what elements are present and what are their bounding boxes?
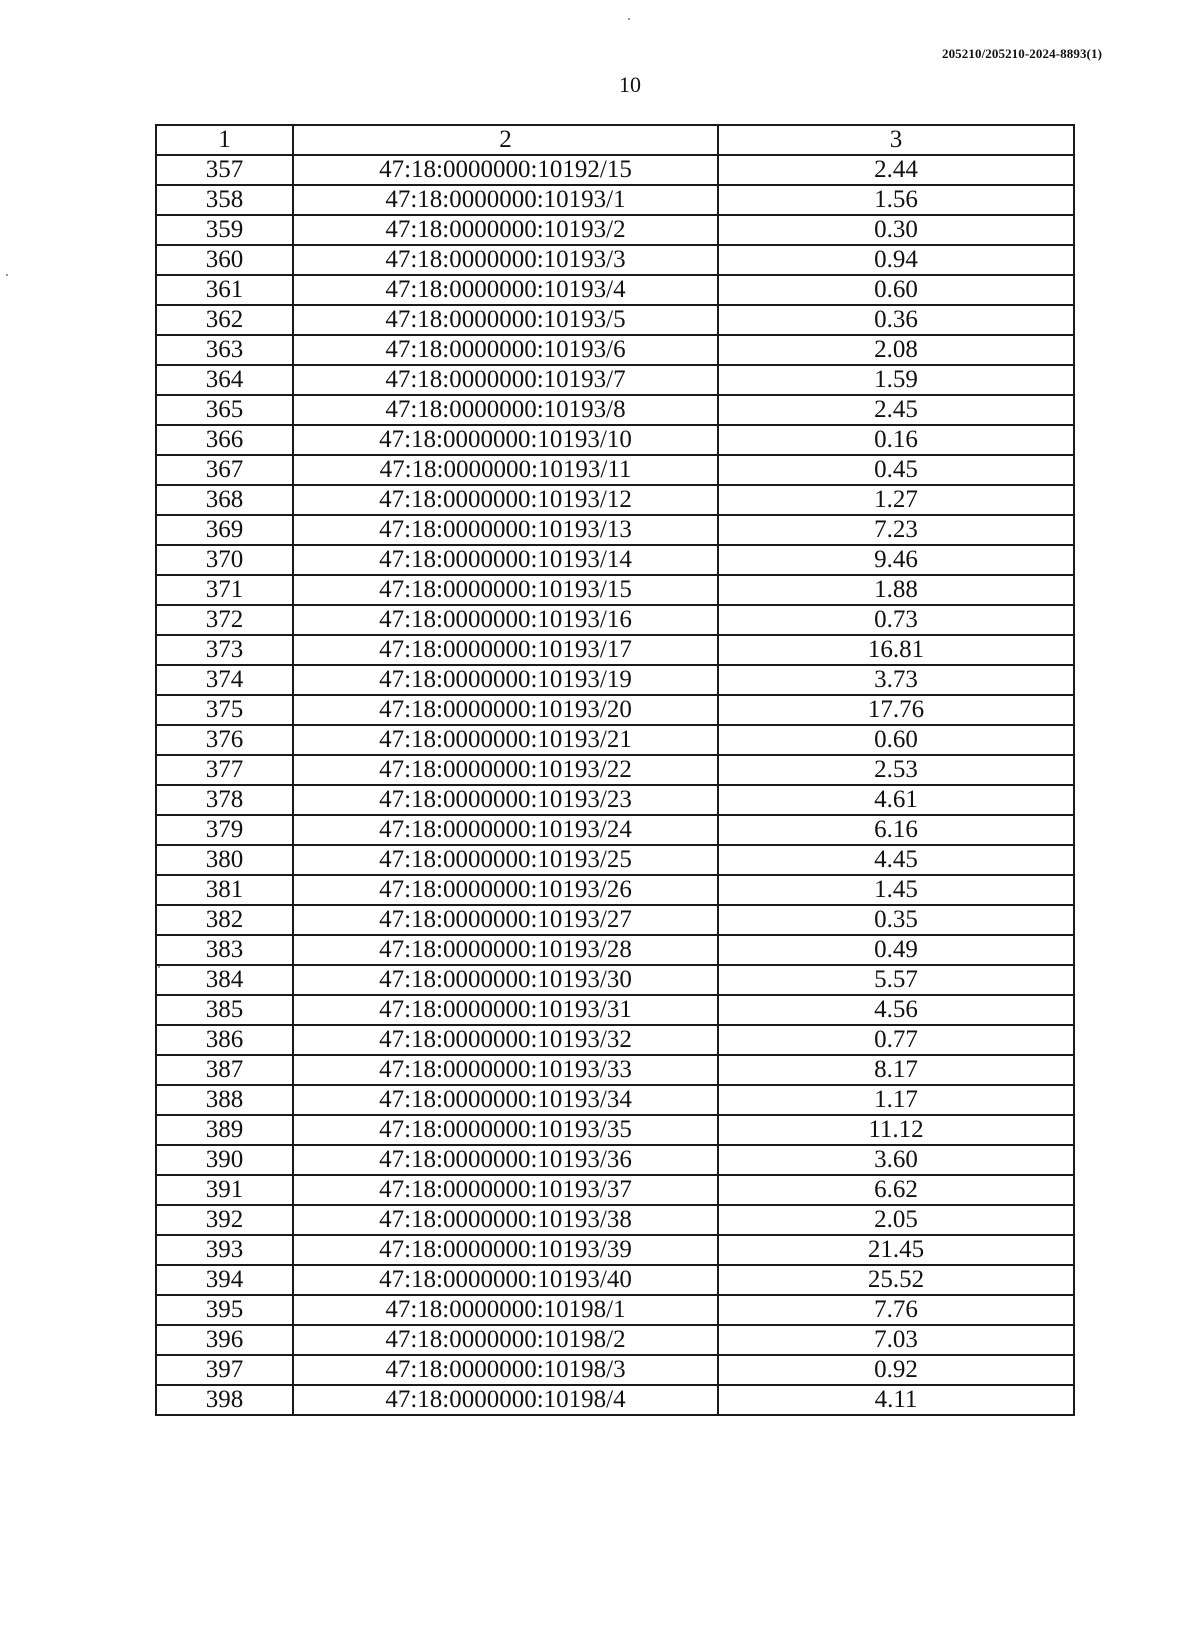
table-row (156, 335, 1074, 365)
table-row (156, 1385, 1074, 1415)
cadastral-number-cell: 47:18:0000000:10192/15 (293, 155, 718, 185)
table-row (156, 815, 1074, 845)
scan-speck (628, 18, 630, 20)
table-row (156, 1235, 1074, 1265)
area-value-cell: 0.36 (718, 305, 1074, 335)
column-header-2: 2 (293, 125, 718, 155)
area-value-cell: 0.77 (718, 1025, 1074, 1055)
row-number-cell: 389 (156, 1115, 293, 1145)
area-value-cell: 11.12 (718, 1115, 1074, 1145)
row-number-cell: 398 (156, 1385, 293, 1415)
table-row (156, 905, 1074, 935)
row-number-cell: 365 (156, 395, 293, 425)
cadastral-number-cell: 47:18:0000000:10193/14 (293, 545, 718, 575)
area-value-cell: 6.16 (718, 815, 1074, 845)
cadastral-number-cell: 47:18:0000000:10193/15 (293, 575, 718, 605)
row-number-cell: 383 (156, 935, 293, 965)
cadastral-number-cell: 47:18:0000000:10193/4 (293, 275, 718, 305)
cadastral-number-cell: 47:18:0000000:10193/16 (293, 605, 718, 635)
row-number-cell: 381 (156, 875, 293, 905)
row-number-cell: 377 (156, 755, 293, 785)
table-row (156, 755, 1074, 785)
row-number-cell: 391 (156, 1175, 293, 1205)
area-value-cell: 0.60 (718, 725, 1074, 755)
cadastral-number-cell: 47:18:0000000:10193/6 (293, 335, 718, 365)
page-number: 10 (619, 72, 641, 97)
area-value-cell: 4.61 (718, 785, 1074, 815)
cadastral-number-cell: 47:18:0000000:10193/13 (293, 515, 718, 545)
area-value-cell: 0.60 (718, 275, 1074, 305)
parcel-table-body (156, 125, 1074, 1415)
table-row (156, 185, 1074, 215)
cadastral-number-cell: 47:18:0000000:10193/23 (293, 785, 718, 815)
cadastral-number-cell: 47:18:0000000:10193/10 (293, 425, 718, 455)
area-value-cell: 4.11 (718, 1385, 1074, 1415)
area-value-cell: 6.62 (718, 1175, 1074, 1205)
cadastral-number-cell: 47:18:0000000:10193/32 (293, 1025, 718, 1055)
row-number-cell: 371 (156, 575, 293, 605)
row-number-cell: 385 (156, 995, 293, 1025)
row-number-cell: 379 (156, 815, 293, 845)
table-row (156, 935, 1074, 965)
table-row (156, 275, 1074, 305)
area-value-cell: 5.57 (718, 965, 1074, 995)
area-value-cell: 3.73 (718, 665, 1074, 695)
scan-speck (6, 274, 8, 276)
row-number-cell: 361 (156, 275, 293, 305)
row-number-cell: 382 (156, 905, 293, 935)
area-value-cell: 1.88 (718, 575, 1074, 605)
area-value-cell: 16.81 (718, 635, 1074, 665)
cadastral-number-cell: 47:18:0000000:10193/37 (293, 1175, 718, 1205)
row-number-cell: 396 (156, 1325, 293, 1355)
row-number-cell: 376 (156, 725, 293, 755)
row-number-cell: 372 (156, 605, 293, 635)
row-number-cell: 363 (156, 335, 293, 365)
table-row (156, 635, 1074, 665)
area-value-cell: 2.53 (718, 755, 1074, 785)
area-value-cell: 0.35 (718, 905, 1074, 935)
area-value-cell: 4.56 (718, 995, 1074, 1025)
parcel-table (155, 124, 1075, 1416)
area-value-cell: 1.56 (718, 185, 1074, 215)
table-header-row (156, 125, 1074, 155)
table-row (156, 1085, 1074, 1115)
cadastral-number-cell: 47:18:0000000:10193/31 (293, 995, 718, 1025)
area-value-cell: 2.45 (718, 395, 1074, 425)
cadastral-number-cell: 47:18:0000000:10193/33 (293, 1055, 718, 1085)
cadastral-number-cell: 47:18:0000000:10198/1 (293, 1295, 718, 1325)
area-value-cell: 7.76 (718, 1295, 1074, 1325)
row-number-cell: 367 (156, 455, 293, 485)
row-number-cell: 357 (156, 155, 293, 185)
row-number-cell: 387 (156, 1055, 293, 1085)
table-row (156, 245, 1074, 275)
row-number-cell: 395 (156, 1295, 293, 1325)
cadastral-number-cell: 47:18:0000000:10193/27 (293, 905, 718, 935)
cadastral-number-cell: 47:18:0000000:10193/17 (293, 635, 718, 665)
area-value-cell: 7.23 (718, 515, 1074, 545)
table-row (156, 1115, 1074, 1145)
area-value-cell: 1.45 (718, 875, 1074, 905)
row-number-cell: 369 (156, 515, 293, 545)
cadastral-number-cell: 47:18:0000000:10193/38 (293, 1205, 718, 1235)
row-number-cell: 366 (156, 425, 293, 455)
area-value-cell: 8.17 (718, 1055, 1074, 1085)
cadastral-number-cell: 47:18:0000000:10193/3 (293, 245, 718, 275)
table-row (156, 155, 1074, 185)
row-number-cell: 397 (156, 1355, 293, 1385)
cadastral-number-cell: 47:18:0000000:10193/39 (293, 1235, 718, 1265)
row-number-cell: 388 (156, 1085, 293, 1115)
row-number-cell: 374 (156, 665, 293, 695)
cadastral-number-cell: 47:18:0000000:10198/2 (293, 1325, 718, 1355)
cadastral-number-cell: 47:18:0000000:10198/3 (293, 1355, 718, 1385)
area-value-cell: 9.46 (718, 545, 1074, 575)
area-value-cell: 0.49 (718, 935, 1074, 965)
row-number-cell: 394 (156, 1265, 293, 1295)
table-row (156, 545, 1074, 575)
cadastral-number-cell: 47:18:0000000:10193/21 (293, 725, 718, 755)
area-value-cell: 25.52 (718, 1265, 1074, 1295)
cadastral-number-cell: 47:18:0000000:10193/24 (293, 815, 718, 845)
cadastral-number-cell: 47:18:0000000:10193/35 (293, 1115, 718, 1145)
row-number-cell: 364 (156, 365, 293, 395)
parcel-table-container (155, 124, 1073, 1416)
row-number-cell: 378 (156, 785, 293, 815)
row-number-cell: 375 (156, 695, 293, 725)
table-row (156, 1055, 1074, 1085)
cadastral-number-cell: 47:18:0000000:10193/8 (293, 395, 718, 425)
table-row (156, 455, 1074, 485)
document-id: 205210/205210-2024-8893(1) (941, 46, 1102, 61)
area-value-cell: 7.03 (718, 1325, 1074, 1355)
row-number-cell: 368 (156, 485, 293, 515)
row-number-cell: 360 (156, 245, 293, 275)
table-row (156, 875, 1074, 905)
row-number-cell: 358 (156, 185, 293, 215)
table-row (156, 485, 1074, 515)
cadastral-number-cell: 47:18:0000000:10193/12 (293, 485, 718, 515)
table-row (156, 1025, 1074, 1055)
cadastral-number-cell: 47:18:0000000:10193/1 (293, 185, 718, 215)
table-row (156, 425, 1074, 455)
table-row (156, 965, 1074, 995)
area-value-cell: 17.76 (718, 695, 1074, 725)
area-value-cell: 1.59 (718, 365, 1074, 395)
table-row (156, 1145, 1074, 1175)
cadastral-number-cell: 47:18:0000000:10193/40 (293, 1265, 718, 1295)
area-value-cell: 0.30 (718, 215, 1074, 245)
table-row (156, 365, 1074, 395)
area-value-cell: 0.92 (718, 1355, 1074, 1385)
column-header-1: 1 (156, 125, 293, 155)
table-row (156, 1205, 1074, 1235)
table-row (156, 995, 1074, 1025)
cadastral-number-cell: 47:18:0000000:10193/5 (293, 305, 718, 335)
table-row (156, 515, 1074, 545)
area-value-cell: 0.94 (718, 245, 1074, 275)
row-number-cell: 390 (156, 1145, 293, 1175)
cadastral-number-cell: 47:18:0000000:10193/25 (293, 845, 718, 875)
area-value-cell: 2.05 (718, 1205, 1074, 1235)
cadastral-number-cell: 47:18:0000000:10193/28 (293, 935, 718, 965)
row-number-cell: 393 (156, 1235, 293, 1265)
column-header-3: 3 (718, 125, 1074, 155)
table-row (156, 1265, 1074, 1295)
table-row (156, 695, 1074, 725)
table-row (156, 845, 1074, 875)
table-row (156, 575, 1074, 605)
row-number-cell: 373 (156, 635, 293, 665)
area-value-cell: 3.60 (718, 1145, 1074, 1175)
cadastral-number-cell: 47:18:0000000:10193/36 (293, 1145, 718, 1175)
table-row (156, 305, 1074, 335)
area-value-cell: 21.45 (718, 1235, 1074, 1265)
area-value-cell: 0.45 (718, 455, 1074, 485)
row-number-cell: 380 (156, 845, 293, 875)
row-number-cell: 370 (156, 545, 293, 575)
area-value-cell: 0.16 (718, 425, 1074, 455)
table-row (156, 395, 1074, 425)
table-row (156, 1175, 1074, 1205)
cadastral-number-cell: 47:18:0000000:10193/20 (293, 695, 718, 725)
row-number-cell: 386 (156, 1025, 293, 1055)
table-row (156, 1295, 1074, 1325)
table-row (156, 1355, 1074, 1385)
cadastral-number-cell: 47:18:0000000:10193/11 (293, 455, 718, 485)
cadastral-number-cell: 47:18:0000000:10193/2 (293, 215, 718, 245)
cadastral-number-cell: 47:18:0000000:10193/22 (293, 755, 718, 785)
cadastral-number-cell: 47:18:0000000:10193/19 (293, 665, 718, 695)
table-row (156, 665, 1074, 695)
row-number-cell: 392 (156, 1205, 293, 1235)
area-value-cell: 2.44 (718, 155, 1074, 185)
cadastral-number-cell: 47:18:0000000:10193/34 (293, 1085, 718, 1115)
row-number-cell: 362 (156, 305, 293, 335)
row-number-cell: 359 (156, 215, 293, 245)
table-row (156, 1325, 1074, 1355)
cadastral-number-cell: 47:18:0000000:10193/7 (293, 365, 718, 395)
table-row (156, 215, 1074, 245)
row-number-cell: 384 (156, 965, 293, 995)
cadastral-number-cell: 47:18:0000000:10193/30 (293, 965, 718, 995)
area-value-cell: 1.17 (718, 1085, 1074, 1115)
area-value-cell: 0.73 (718, 605, 1074, 635)
table-row (156, 785, 1074, 815)
cadastral-number-cell: 47:18:0000000:10198/4 (293, 1385, 718, 1415)
area-value-cell: 4.45 (718, 845, 1074, 875)
area-value-cell: 2.08 (718, 335, 1074, 365)
cadastral-number-cell: 47:18:0000000:10193/26 (293, 875, 718, 905)
table-row (156, 605, 1074, 635)
area-value-cell: 1.27 (718, 485, 1074, 515)
table-row (156, 725, 1074, 755)
